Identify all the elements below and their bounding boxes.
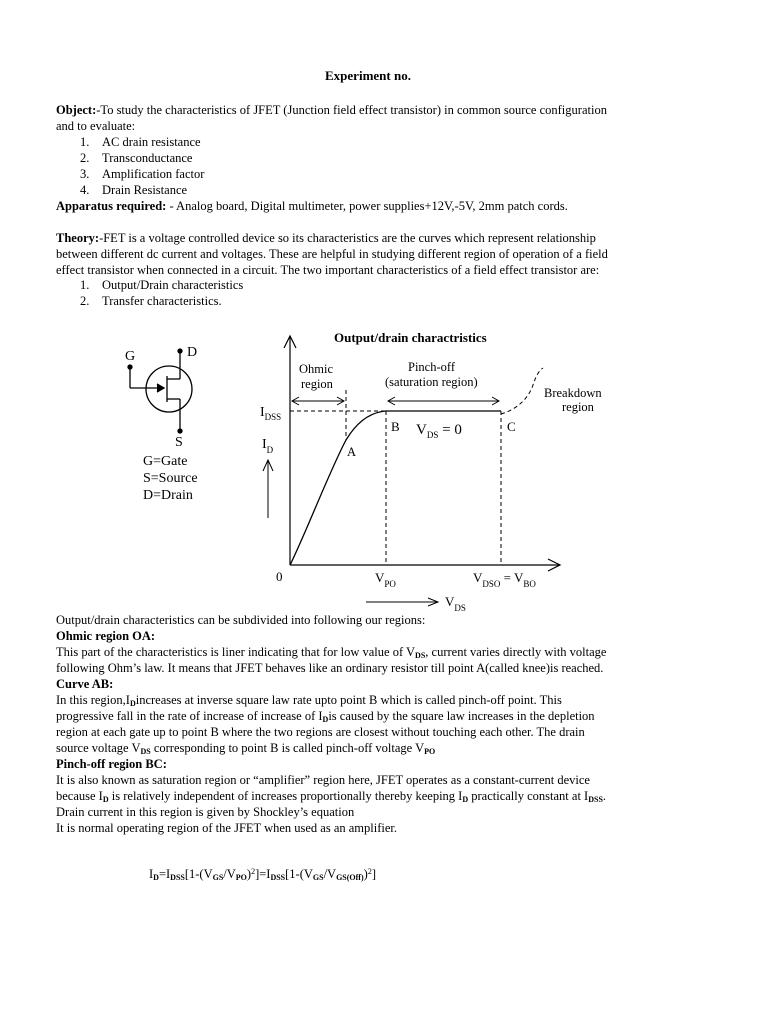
legend-source: S=Source (143, 471, 198, 486)
pinch-label-2: (saturation region) (385, 375, 478, 389)
theory-line: -FET is a voltage controlled device so its characteristics are the curves which represent relationship (99, 231, 596, 245)
list-item: 2. Transfer characteristics. (80, 294, 222, 308)
theory-paragraph (56, 230, 736, 278)
point-c: C (507, 419, 516, 434)
apparatus-paragraph (56, 198, 736, 214)
drain-label: D (187, 345, 198, 360)
source-label: S (175, 435, 183, 450)
pinch-heading: Pinch-off region BC: (56, 757, 167, 771)
ohmic-line: This part of the characteristics is liner indicating that for low value of $V_{DS}$, current varies directly with voltage (56, 645, 607, 660)
point-a: A (347, 445, 357, 459)
id-axis-label: $I_D$ (262, 437, 274, 455)
legend-drain: D=Drain (143, 488, 193, 503)
figure-title: Output/drain charactristics (334, 330, 487, 345)
ohmic-line: following Ohm’s law. It means that JFET behaves like an ordinary resistor till point A(called knee)is reached. (56, 661, 604, 675)
ohmic-label: Ohmic (299, 362, 334, 376)
object-paragraph (56, 102, 736, 134)
object-text-cont: and to evaluate: (56, 119, 136, 133)
intro-line: Output/drain characteristics can be subdivided into following our regions: (56, 613, 426, 627)
list-item: 4. Drain Resistance (80, 183, 188, 197)
gate-label: G (125, 349, 136, 364)
apparatus-text: - Analog board, Digital multimeter, power supplies+12V,-5V, 2mm patch cords. (166, 199, 568, 213)
shockley-equation: $I_D=I_{DSS}[1-(V_{GS}/V_{PO})^2]=I_{DSS}[1-(V_{GS}/V_{GS(Off)})^2]$ (149, 867, 376, 882)
vpo-label: $V_{PO}$ (375, 570, 396, 589)
pinch-line: It is also known as saturation region or “amplifier” region here, JFET operates as a constant-current device (56, 773, 590, 787)
ohmic-label-2: region (301, 377, 333, 391)
list-item: 1. Output/Drain characteristics (80, 278, 244, 292)
theory-list (80, 277, 243, 309)
curve-line: progressive fall in the rate of increase of increase of $I_Dis$ caused by the square law increases in the depletion (56, 709, 595, 724)
theory-label: Theory: (56, 231, 100, 245)
pinch-label: Pinch-off (408, 360, 455, 374)
vds-axis-label: $V_{DS}$ (445, 594, 466, 613)
list-item: 3. Amplification factor (80, 167, 205, 181)
curve-line: region at each gate up to point B where the two regions are closest without touching each other. The drain (56, 725, 585, 739)
apparatus-label: Apparatus required: (56, 199, 167, 213)
vdso-label: $V_{DSO} = V_{BO}$ (473, 570, 536, 589)
list-item: 1. AC drain resistance (80, 135, 201, 149)
breakdown-label: Breakdown (544, 386, 602, 400)
legend-gate: G=Gate (143, 454, 188, 469)
theory-line: effect transistor when connected in a circuit. The two important characteristics of a field effect transistor are: (56, 263, 600, 277)
idss-label: $I_{DSS}$ (260, 405, 282, 422)
object-text: -To study the characteristics of JFET (Junction field effect transistor) in common source configuration (96, 103, 607, 117)
guide-lines (290, 368, 543, 565)
curve-line: source voltage $V_{DS}$ corresponding to point B is called pinch-off voltage $V_{PO}$ (56, 741, 436, 756)
jfet-symbol (128, 349, 192, 433)
output-drain-characteristics-figure (0, 320, 768, 620)
theory-line: between different dc current and voltages. These are helpful in studying different region of operation of a field (56, 247, 608, 261)
list-item: 2. Transconductance (80, 151, 193, 165)
pinch-line: because $I_D$ is relatively independent of increases proportionally thereby keeping $I_D$ practically constant at $I_{DSS}$. (56, 789, 607, 804)
body-section (56, 612, 736, 836)
object-label: Object: (56, 103, 97, 117)
pinch-line: It is normal operating region of the JFET when used as an amplifier. (56, 821, 398, 835)
origin-label: 0 (276, 569, 283, 584)
document-title: Experiment no. (325, 68, 411, 83)
drain-curve (290, 411, 501, 565)
curve-line: In this $region,I_Dincreases$ at inverse square law rate upto point B which is called pinch-off point. This (56, 693, 562, 708)
point-b: B (391, 419, 400, 434)
ohmic-heading: Ohmic region OA: (56, 629, 156, 643)
pinch-line: Drain current in this region is given by Shockley’s equation (56, 805, 355, 819)
breakdown-label-2: region (562, 400, 594, 414)
object-list (80, 134, 204, 198)
curve-heading: Curve AB: (56, 677, 114, 691)
vds-zero-label: $V_{DS} = 0$ (416, 422, 462, 440)
